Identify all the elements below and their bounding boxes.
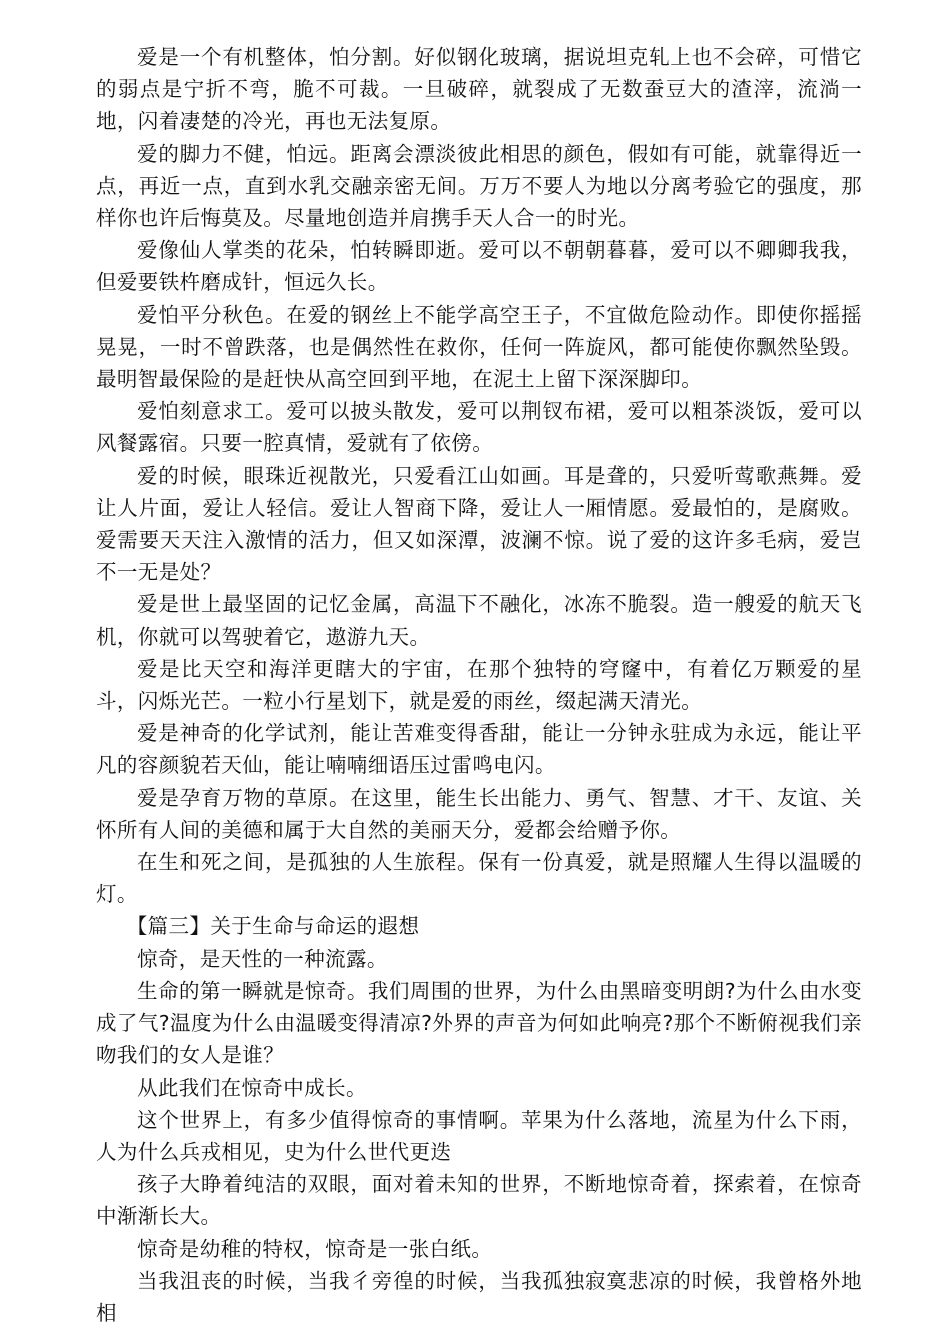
- paragraph: 爱是世上最坚固的记忆金属，高温下不融化，冰冻不脆裂。造一艘爱的航天飞机，你就可以驾驶着它，遨游九天。: [96, 592, 862, 649]
- paragraph: 爱的时候，眼珠近视散光，只爱看江山如画。耳是聋的，只爱听莺歌燕舞。爱让人片面，爱让人轻信。爱让人智商下降，爱让人一厢情愿。爱最怕的，是腐败。爱需要天天注入激情的活力，但又如深潭，波澜不惊。说了爱的这许多毛病，爱岂不一无是处？: [96, 463, 862, 585]
- paragraph: 惊奇是幼稚的特权，惊奇是一张白纸。: [137, 1236, 493, 1261]
- paragraph: 爱是神奇的化学试剂，能让苦难变得香甜，能让一分钟永驻成为永远，能让平凡的容颜貌若天仙，能让喃喃细语压过雷鸣电闪。: [96, 721, 862, 778]
- paragraph: 爱是孕育万物的草原。在这里，能生长出能力、勇气、智慧、才干、友谊、关怀所有人间的美德和属于大自然的美丽天分，爱都会给赠予你。: [96, 785, 862, 842]
- paragraph: 在生和死之间，是孤独的人生旅程。保有一份真爱，就是照耀人生得以温暖的灯。: [96, 850, 862, 907]
- section-heading: 【篇三】关于生命与命运的遐想: [126, 914, 420, 939]
- document-page: [96, 41, 862, 1329]
- paragraph: 孩子大睁着纯洁的双眼，面对着未知的世界，不断地惊奇着，探索着，在惊奇中渐渐长大。: [96, 1172, 862, 1229]
- paragraph: 惊奇，是天性的一种流露。: [137, 946, 388, 971]
- paragraph: 爱是比天空和海洋更瞎大的宇宙，在那个独特的穹窿中，有着亿万颗爱的星斗，闪烁光芒。一粒小行星划下，就是爱的雨丝，缀起满天清光。: [96, 656, 862, 714]
- paragraph: 爱的脚力不健，怕远。距离会漂淡彼此相思的颜色，假如有可能，就靠得近一点，再近一点，直到水乳交融亲密无间。万万不要人为地以分离考验它的强度，那样你也许后悔莫及。尽量地创造并肩携手天人合一的时光。: [96, 141, 862, 231]
- paragraph: 爱像仙人掌类的花朵，怕转瞬即逝。爱可以不朝朝暮暮，爱可以不卿卿我我，但爱要铁杵磨成针，恒远久长。: [96, 238, 862, 295]
- paragraph: 爱怕刻意求工。爱可以披头散发，爱可以荆钗布裙，爱可以粗茶淡饭，爱可以风餐露宿。只要一腔真情，爱就有了依傍。: [96, 399, 862, 456]
- paragraph: 生命的第一瞬就是惊奇。我们周围的世界，为什么由黑暗变明朗?为什么由水变成了气?温度为什么由温暖变得清凉?外界的声音为何如此响亮?那个不断俯视我们亲吻我们的女人是谁？: [96, 978, 862, 1068]
- paragraph: 爱是一个有机整体，怕分割。好似钢化玻璃，据说坦克轧上也不会碎，可惜它的弱点是宁折不弯，脆不可裁。一旦破碎，就裂成了无数蚕豆大的渣滓，流淌一地，闪着凄楚的冷光，再也无法复原。: [96, 45, 862, 134]
- paragraph: 当我沮丧的时候，当我彳旁徨的时候，当我孤独寂寞悲凉的时候，我曾格外地相: [96, 1268, 862, 1325]
- paragraph: 这个世界上，有多少值得惊奇的事情啊。苹果为什么落地，流星为什么下雨，人为什么兵戎相见，史为什么世代更迭: [96, 1107, 862, 1164]
- paragraph: 从此我们在惊奇中成长。: [137, 1075, 367, 1100]
- paragraph: 爱怕平分秋色。在爱的钢丝上不能学高空王子，不宜做危险动作。即使你摇摇晃晃，一时不曾跌落，也是偶然性在救你，任何一阵旋风，都可能使你飘然坠毁。最明智最保险的是赶快从高空回到平地，在泥土上留下深深脚印。: [96, 302, 862, 392]
